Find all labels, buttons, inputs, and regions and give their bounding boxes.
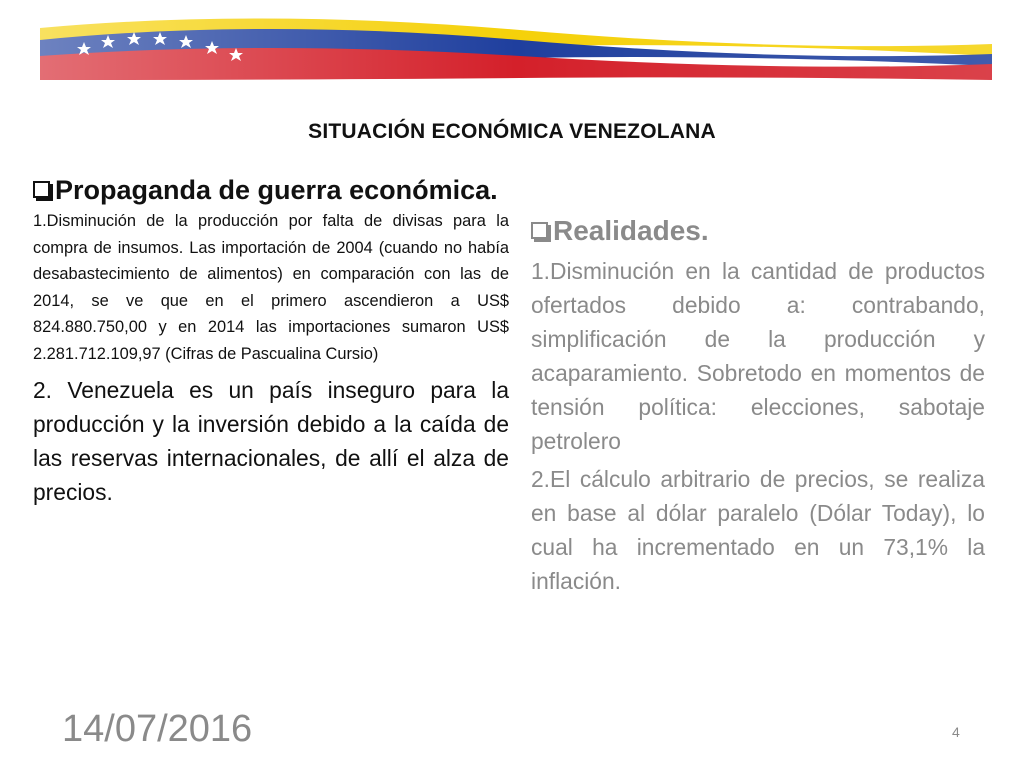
right-column — [531, 212, 985, 598]
right-heading — [531, 212, 985, 250]
flag-banner — [0, 0, 1024, 90]
slide-title: SITUACIÓN ECONÓMICA VENEZOLANA — [308, 120, 716, 143]
right-heading-text: Realidades. — [553, 215, 709, 246]
slide-date: 14/07/2016 — [62, 708, 253, 750]
page-number: 4 — [952, 724, 960, 740]
checkbox-bullet-icon — [33, 181, 50, 198]
right-point-2: 2.El cálculo arbitrario de precios, se realiza en base al dólar paralelo (Dólar Today), lo cual ha incrementado en un 73,1% la inflación. — [531, 466, 985, 594]
left-point-1: 1.Disminución de la producción por falta de divisas para la compra de insumos. Las importación de 2004 (cuando no había desabastecimiento de alimentos) en comparación con las de 2014, se ve que en el primero ascendieron a US$ 824.880.750,00 y en 2014 las importaciones sumaron US$ 2.281.712.109,97 (Cifras de Pascualina Cursio) — [33, 212, 509, 363]
left-heading — [33, 172, 509, 208]
checkbox-bullet-icon — [531, 222, 548, 239]
left-column — [33, 172, 509, 509]
left-point-2: 2. Venezuela es un país inseguro para la producción y la inversión debido a la caída de las reservas internacionales, de allí el alza de precios. — [33, 377, 509, 505]
left-heading-text: Propaganda de guerra económica. — [55, 175, 498, 205]
right-point-1: 1.Disminución en la cantidad de productos ofertados debido a: contrabando, simplificación de la producción y acaparamiento. Sobretodo en momentos de tensión política: elecciones, sabotaje petrolero — [531, 258, 985, 454]
